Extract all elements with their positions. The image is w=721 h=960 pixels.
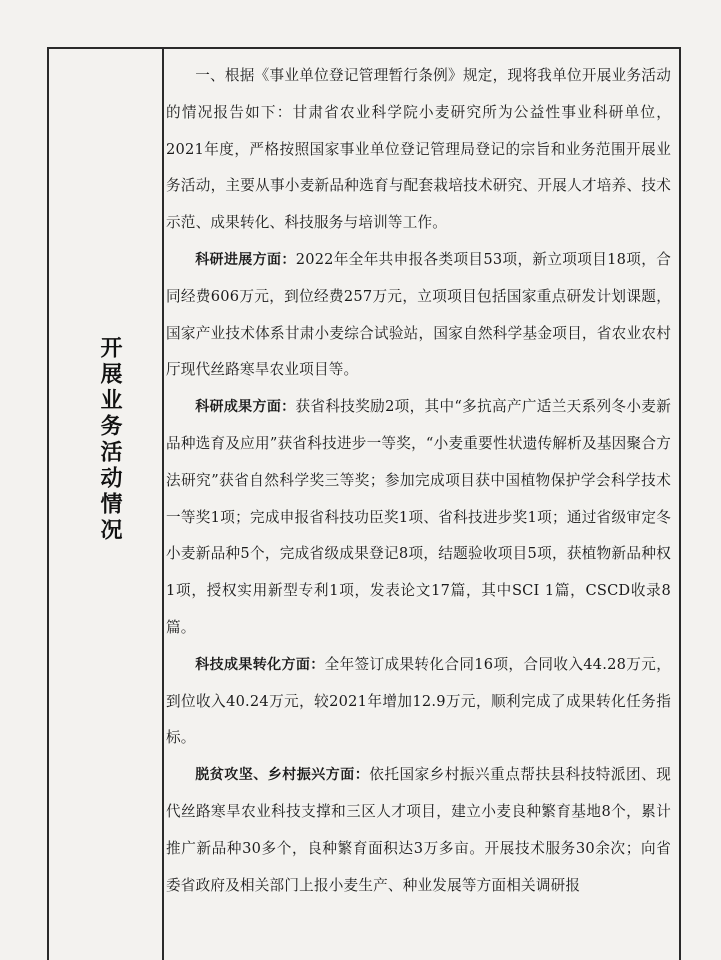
tech-transfer-heading: 科技成果转化方面： (195, 656, 325, 673)
paragraph-intro: 一、根据《事业单位登记管理暂行条例》规定，现将我单位开展业务活动的情况报告如下：甘肃省农业科学院小麦研究所为公益性事业科研单位，2021年度，严格按照国家事业单位登记管理局登记的宗旨和业务范围开展业务活动，主要从事小麦新品种选育与配套栽培技术研究、开展人才培养、技术示范、成果转化、科技服务与培训等工作。 (166, 67, 671, 232)
research-results-heading: 科研成果方面： (195, 399, 296, 416)
research-progress-heading: 科研进展方面： (195, 251, 296, 268)
section-label: 开展业务活动情况 (97, 336, 122, 544)
paragraph-rural-revitalization: 脱贫攻坚、乡村振兴方面：依托国家乡村振兴重点帮扶县科技特派团、现代丝路寒旱农业科技支撑和三区人才项目，建立小麦良种繁育基地8个，累计推广新品种30多个，良种繁育面积达3万多亩。开展技术服务30余次；向省委省政府及相关部门上报小麦生产、种业发展等方面相关调研报 (166, 766, 671, 894)
report-content (166, 58, 671, 904)
paragraph-research-results: 科研成果方面：获省科技奖励2项，其中“多抗高产广适兰天系列冬小麦新品种选育及应用”获省科技进步一等奖，“小麦重要性状遗传解析及基因聚合方法研究”获省自然科学奖三等奖；参加完成项目获中国植物保护学会科学技术一等奖1项；完成申报省科技功臣奖1项、省科技进步奖1项；通过省级审定冬小麦新品种5个，完成省级成果登记8项，结题验收项目5项，获植物新品种权1项，授权实用新型专利1项，发表论文17篇，其中SCI 1篇，CSCD收录8篇。 (166, 398, 671, 636)
paragraph-research-progress: 科研进展方面：2022年全年共申报各类项目53项，新立项项目18项，合同经费606万元，到位经费257万元，立项项目包括国家重点研发计划课题，国家产业技术体系甘肃小麦综合试验站，国家自然科学基金项目，省农业农村厅现代丝路寒旱农业项目等。 (166, 250, 671, 379)
column-divider (162, 47, 164, 960)
paragraph-tech-transfer: 科技成果转化方面：全年签订成果转化合同16项，合同收入44.28万元，到位收入40.24万元，较2021年增加12.9万元，顺利完成了成果转化任务指标。 (166, 655, 671, 747)
rural-revitalization-heading: 脱贫攻坚、乡村振兴方面： (195, 767, 370, 784)
